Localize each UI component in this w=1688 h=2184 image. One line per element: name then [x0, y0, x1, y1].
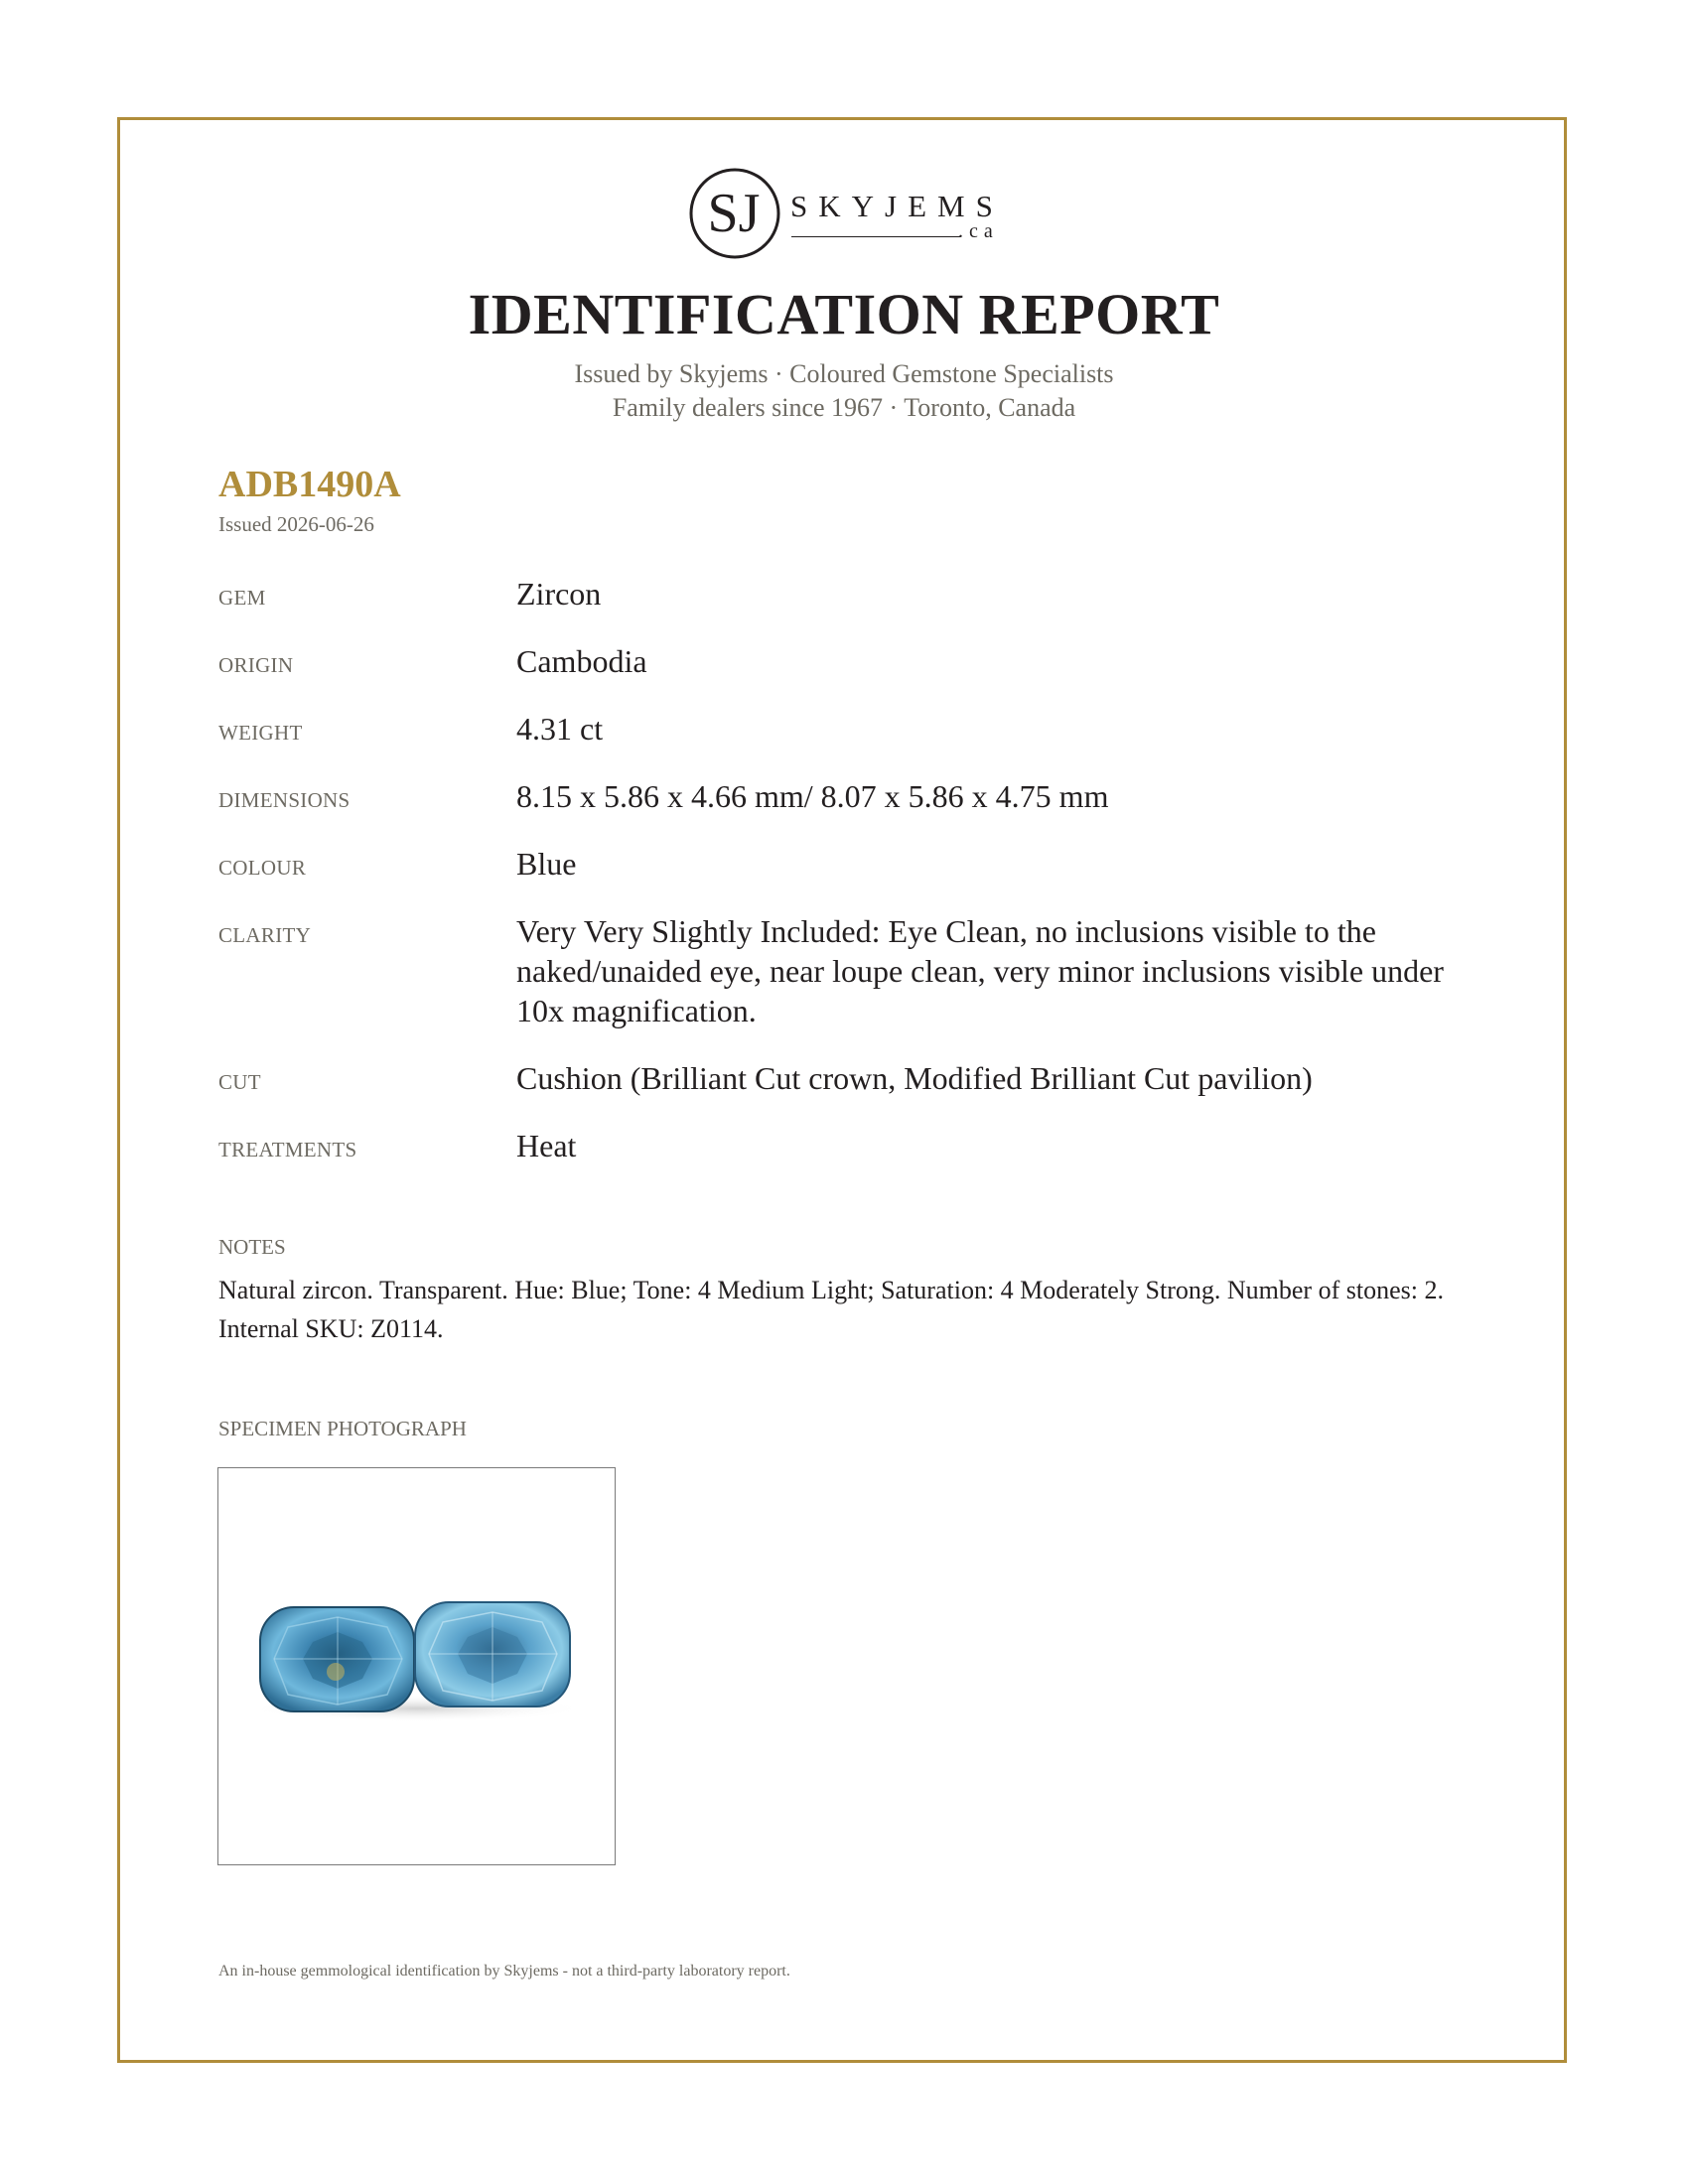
field-label-clarity: CLARITY	[218, 923, 312, 947]
report-id: ADB1490A	[218, 464, 401, 505]
subtitle-location: Family dealers since 1967 · Toronto, Canada	[612, 393, 1076, 422]
right-zircon-gem	[415, 1602, 570, 1706]
field-value-origin: Cambodia	[516, 643, 647, 679]
logo-monogram: SJ	[707, 183, 761, 244]
brand-domain-suffix: .ca	[958, 220, 999, 242]
field-value-weight: 4.31 ct	[516, 711, 604, 747]
footer-disclaimer: An in-house gemmological identification by Skyjems - not a third-party laboratory report.	[218, 1963, 790, 1979]
field-label-colour: COLOUR	[218, 856, 307, 880]
notes-label: NOTES	[218, 1235, 286, 1259]
field-value-gem: Zircon	[516, 576, 602, 612]
field-label-gem: GEM	[218, 586, 266, 610]
left-zircon-gem	[260, 1607, 414, 1711]
field-label-origin: ORIGIN	[218, 653, 294, 677]
notes-text: Natural zircon. Transparent. Hue: Blue; Tone: 4 Medium Light; Saturation: 4 Moderately Strong. Number of stones: 2. Internal SKU: Z0114.	[218, 1276, 1444, 1343]
field-value-colour: Blue	[516, 846, 577, 882]
gemstones-image	[218, 1468, 614, 1863]
specimen-photograph	[217, 1467, 616, 1865]
field-label-cut: CUT	[218, 1070, 261, 1094]
subtitle-issuer: Issued by Skyjems · Coloured Gemstone Specialists	[574, 359, 1114, 388]
field-label-weight: WEIGHT	[218, 721, 303, 745]
page-title: IDENTIFICATION REPORT	[468, 282, 1220, 346]
issued-date: Issued 2026-06-26	[218, 512, 374, 536]
brand-name: SKYJEMS	[790, 189, 1004, 223]
field-value-treatments: Heat	[516, 1128, 577, 1163]
specimen-photo-label: SPECIMEN PHOTOGRAPH	[218, 1417, 467, 1440]
field-label-dimensions: DIMENSIONS	[218, 788, 351, 812]
field-value-cut: Cushion (Brilliant Cut crown, Modified Brilliant Cut pavilion)	[516, 1060, 1313, 1096]
field-value-clarity: Very Very Slightly Included: Eye Clean, no inclusions visible to the naked/unaided eye, near loupe clean, very minor inclusions visible under 10x magnification.	[516, 913, 1444, 1028]
field-label-treatments: TREATMENTS	[218, 1138, 357, 1161]
brand-underline	[791, 236, 960, 237]
field-value-dimensions: 8.15 x 5.86 x 4.66 mm/ 8.07 x 5.86 x 4.75 mm	[516, 778, 1109, 814]
